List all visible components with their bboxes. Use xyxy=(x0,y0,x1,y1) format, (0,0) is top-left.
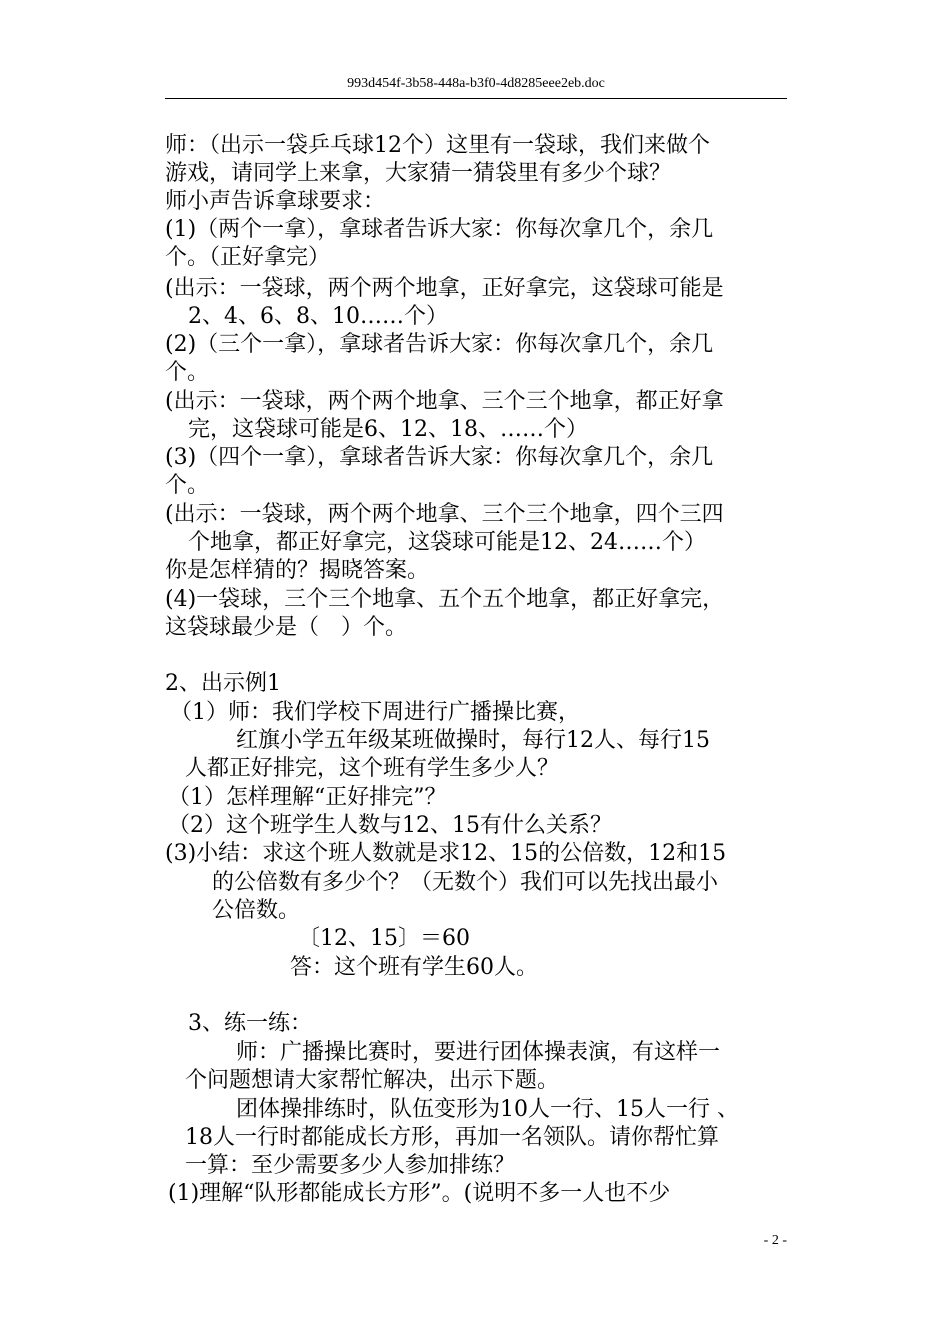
text-line: 完，这袋球可能是6、12、18、……个） xyxy=(188,417,588,442)
text-line: 18人一行时都能成长方形，再加一名领队。请你帮忙算 xyxy=(185,1125,719,1150)
text-line: 一算：至少需要多少人参加排练？ xyxy=(185,1153,516,1178)
text-line: (2)（三个一拿），拿球者告诉大家：你每次拿几个，余几 xyxy=(165,332,714,357)
text-line: (出示：一袋球，两个两个地拿、三个三个地拿，四个三四 xyxy=(165,502,724,527)
text-line: 2、4、6、8、10……个） xyxy=(188,304,448,329)
text-line: 你是怎样猜的？揭晓答案。 xyxy=(165,558,430,583)
text-line: (3)（四个一拿），拿球者告诉大家：你每次拿几个，余几 xyxy=(165,445,714,470)
text-line: 师小声告诉拿球要求： xyxy=(165,189,386,214)
text-line: 个。 xyxy=(165,473,210,498)
section-heading: 2、出示例1 xyxy=(165,671,281,696)
text-line: （1）怎样理解“正好排完”？ xyxy=(168,785,447,810)
text-line: 公倍数。 xyxy=(212,898,301,923)
page-number: - 2 - xyxy=(763,1233,787,1248)
text-line: （2）这个班学生人数与12、15有什么关系？ xyxy=(168,813,612,838)
text-line: 个。 xyxy=(165,360,210,385)
text-line: 个地拿，都正好拿完，这袋球可能是12、24……个） xyxy=(188,530,706,555)
text-line: (1)理解“队形都能成长方形”。(说明不多一人也不少 xyxy=(168,1181,671,1206)
text-line: （1）师：我们学校下周进行广播操比赛， xyxy=(170,700,580,725)
text-line: (1)（两个一拿），拿球者告诉大家：你每次拿几个，余几 xyxy=(165,217,714,242)
section-heading: 3、练一练： xyxy=(188,1011,312,1036)
text-line: 答：这个班有学生60人。 xyxy=(290,955,538,980)
text-line: 人都正好排完，这个班有学生多少人？ xyxy=(185,756,560,781)
header-rule xyxy=(165,98,787,99)
text-line: 红旗小学五年级某班做操时，每行12人、每行15 xyxy=(236,728,710,753)
text-line: (3)小结：求这个班人数就是求12、15的公倍数，12和15 xyxy=(165,841,727,866)
text-line: (4)一袋球，三个三个地拿、五个五个地拿，都正好拿完， xyxy=(165,587,725,612)
text-line: 师：广播操比赛时，要进行团体操表演，有这样一 xyxy=(236,1040,721,1065)
text-line: (出示：一袋球，两个两个地拿，正好拿完，这袋球可能是 xyxy=(165,276,724,301)
document-header-filename: 993d454f-3b58-448a-b3f0-4d8285eee2eb.doc xyxy=(347,76,605,91)
text-line: 这袋球最少是（ ）个。 xyxy=(165,615,408,640)
text-line: (出示：一袋球，两个两个地拿、三个三个地拿，都正好拿 xyxy=(165,389,724,414)
text-line: 个问题想请大家帮忙解决，出示下题。 xyxy=(185,1068,560,1093)
text-line: 师：（出示一袋乒乓球12个）这里有一袋球，我们来做个 xyxy=(165,133,710,158)
text-line: 团体操排练时，队伍变形为10人一行、15人一行 、 xyxy=(236,1097,739,1122)
text-line: 个。（正好拿完） xyxy=(165,245,331,270)
text-line: 〔12、15〕＝60 xyxy=(298,926,470,951)
text-line: 的公倍数有多少个？（无数个）我们可以先找出最小 xyxy=(212,870,719,895)
text-line: 游戏，请同学上来拿，大家猜一猜袋里有多少个球？ xyxy=(165,161,672,186)
